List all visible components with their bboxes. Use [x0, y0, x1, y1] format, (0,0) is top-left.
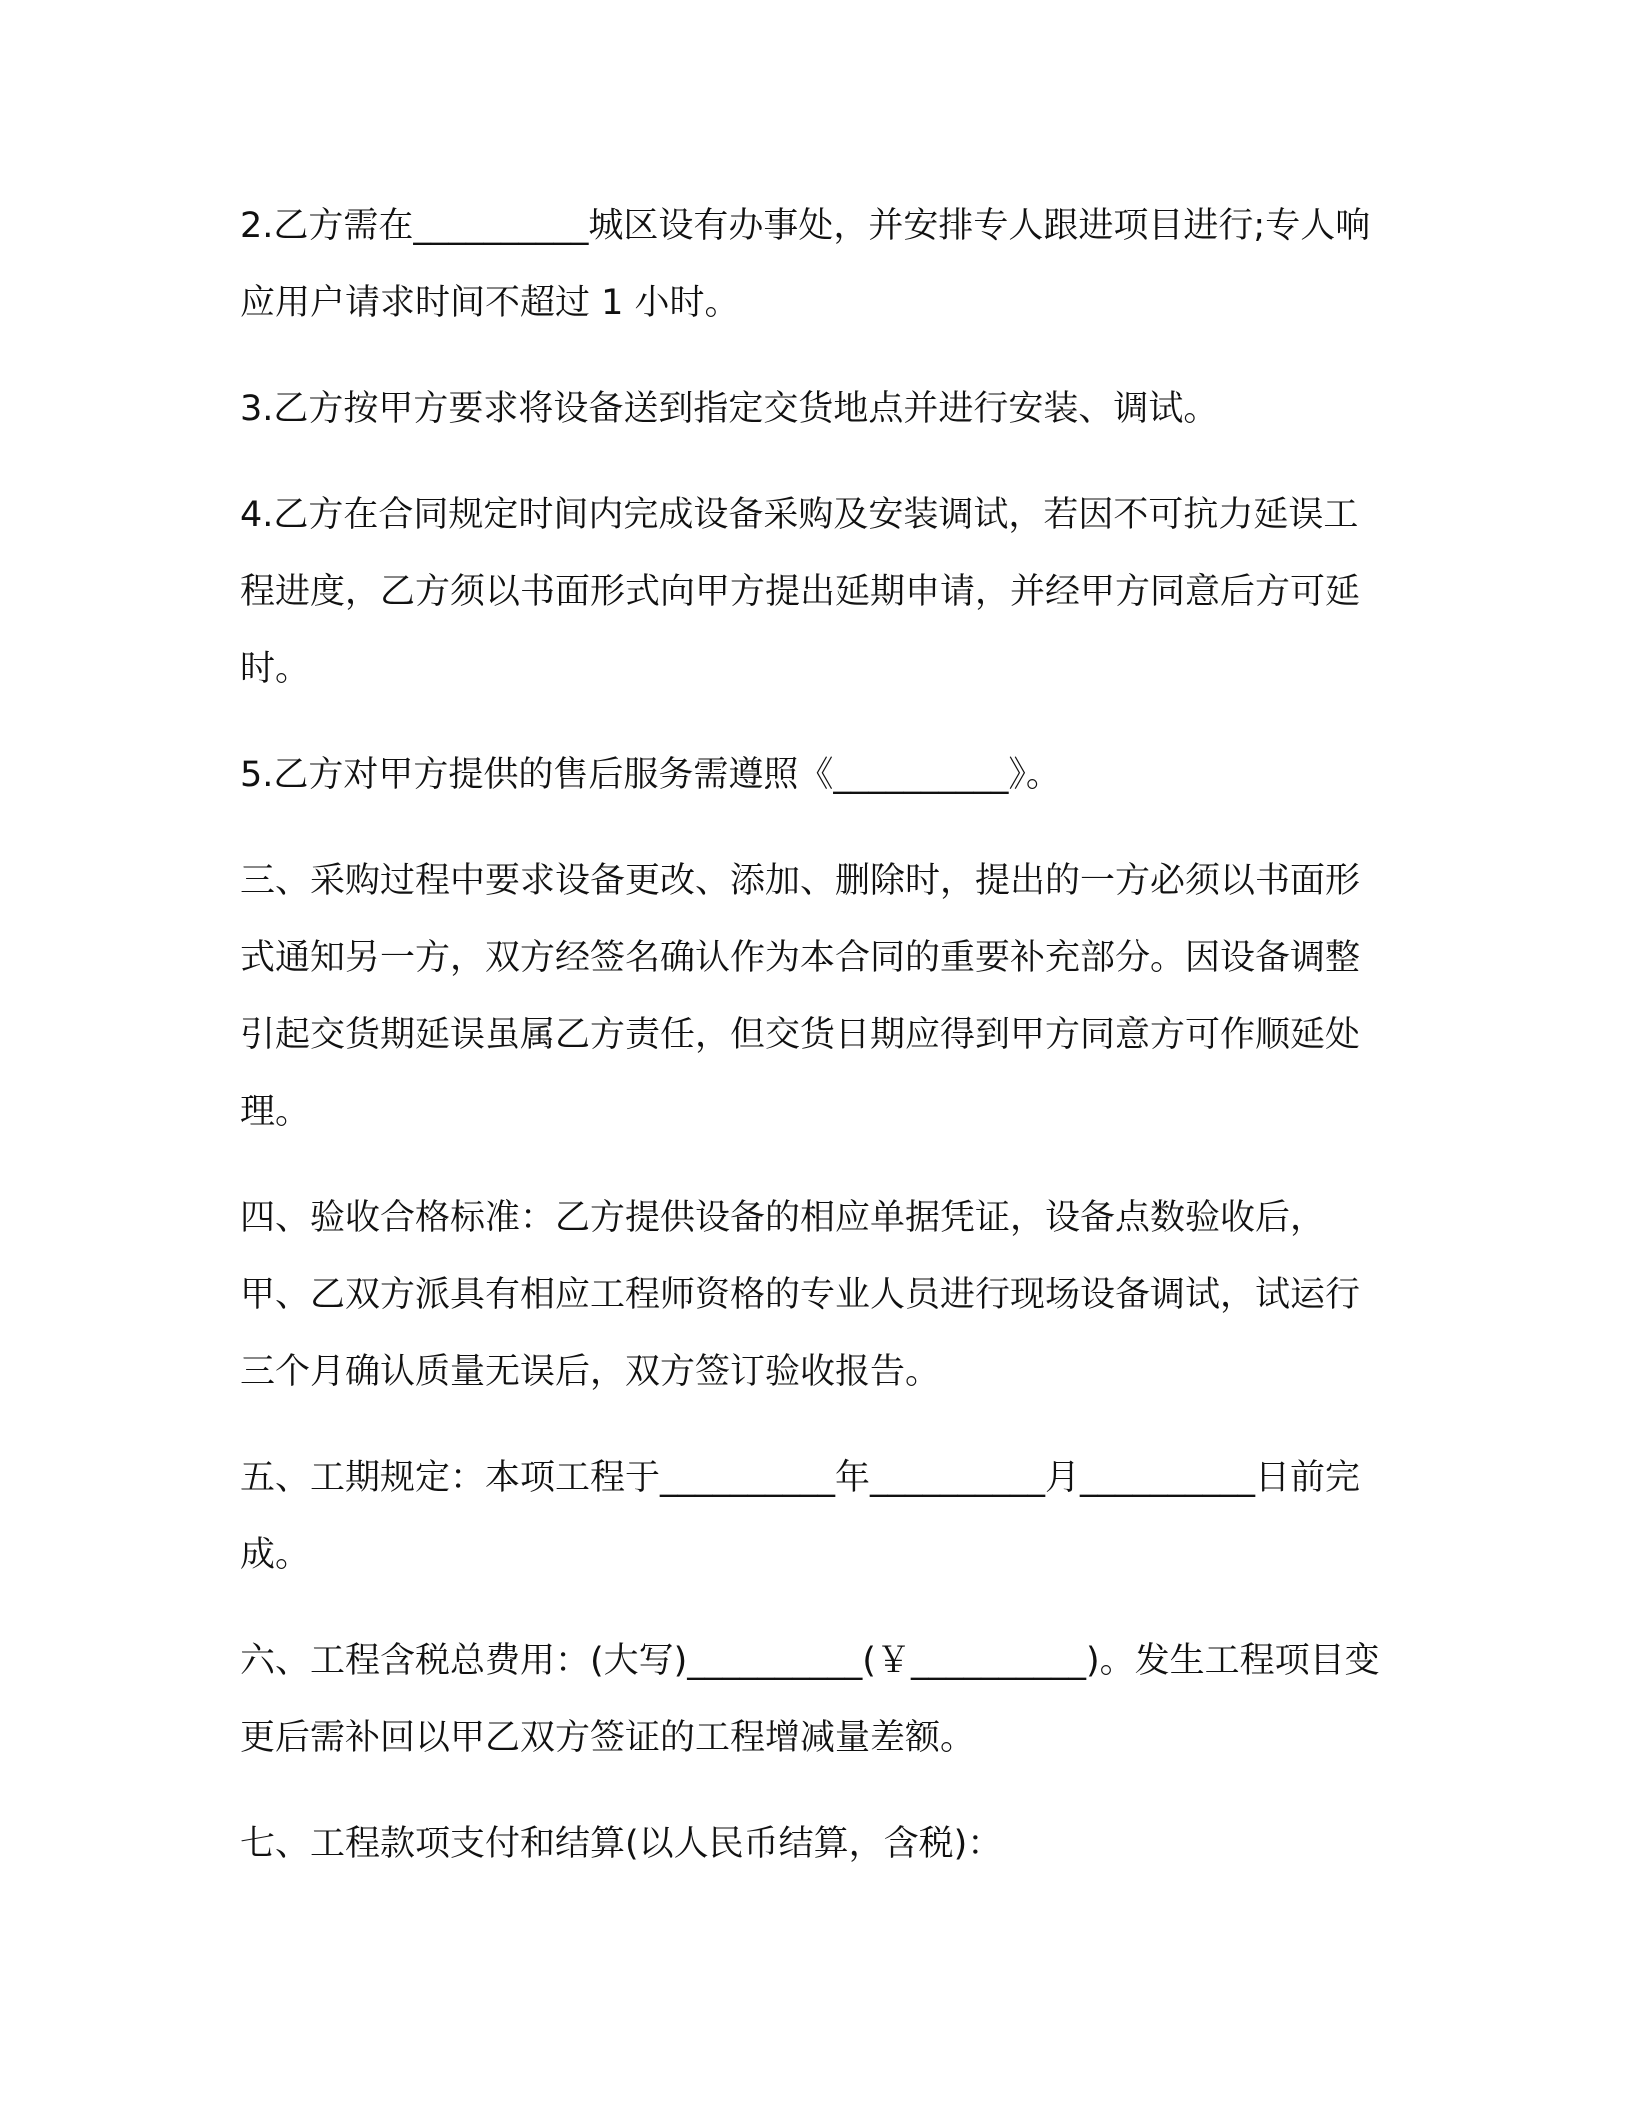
section-7-payment-settlement: 七、工程款项支付和结算(以人民币结算，含税)：	[240, 1824, 1003, 1864]
section-3-equipment-changes: 三、采购过程中要求设备更改、添加、删除时，提出的一方必须以书面形式通知另一方，双方经签名确认作为本合同的重要补充部分。因设备调整引起交货期延误虽属乙方责任，但交货日期应得到甲方同意方可作顺延处理。	[240, 861, 1361, 1132]
section-5-construction-period: 五、工期规定：本项工程于__________年__________月__________日前完成。	[240, 1458, 1361, 1575]
clause-2-office-requirement: 2.乙方需在__________城区设有办事处，并安排专人跟进项目进行;专人响应用户请求时间不超过 1 小时。	[240, 206, 1371, 323]
clause-5-after-sales-service: 5.乙方对甲方提供的售后服务需遵照《__________》。	[240, 755, 1061, 795]
document-body	[240, 188, 1380, 1912]
section-4-acceptance-standard: 四、验收合格标准：乙方提供设备的相应单据凭证，设备点数验收后，甲、乙双方派具有相应工程师资格的专业人员进行现场设备调试，试运行三个月确认质量无误后，双方签订验收报告。	[240, 1198, 1361, 1392]
clause-3-delivery-installation: 3.乙方按甲方要求将设备送到指定交货地点并进行安装、调试。	[240, 389, 1219, 429]
clause-4-completion-deadline: 4.乙方在合同规定时间内完成设备采购及安装调试，若因不可抗力延误工程进度，乙方须以书面形式向甲方提出延期申请，并经甲方同意后方可延时。	[240, 495, 1361, 689]
section-6-total-cost: 六、工程含税总费用：(大写)__________(￥__________)。发生工程项目变更后需补回以甲乙双方签证的工程增减量差额。	[240, 1641, 1380, 1758]
